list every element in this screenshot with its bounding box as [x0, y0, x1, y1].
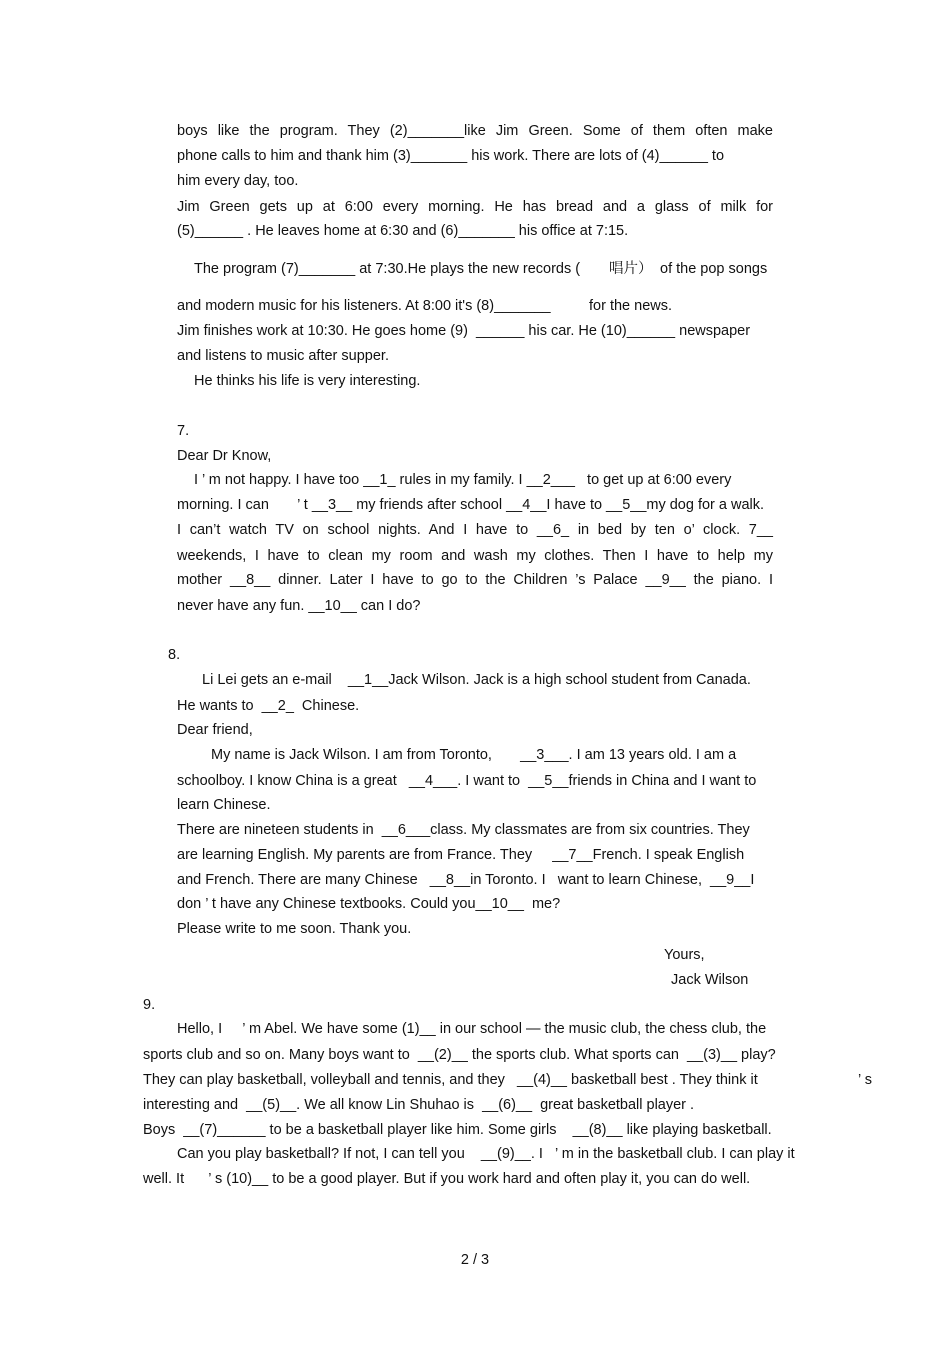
text-line: The program (7)_______ at 7:30.He plays the new records (: [194, 261, 581, 277]
text-line: Please write to me soon. Thank you.: [177, 921, 412, 937]
text-line: him every day, too.: [177, 173, 299, 189]
text-line: phone calls to him and thank him (3)_______ his work. There are lots of (4)______ to: [177, 148, 725, 164]
text-line: mother __8__ dinner. Later I have to go to the Children ’s Palace __9__ the piano. I: [177, 572, 773, 588]
text-line: My name is Jack Wilson. I am from Toronto, __3___. I am 13 years old. I am a: [211, 747, 737, 763]
page-number: 2 / 3: [460, 1252, 490, 1268]
text-line: weekends, I have to clean my room and wash my clothes. Then I have to help my: [177, 548, 773, 564]
text-line: I can’t watch TV on school nights. And I have to __6_ in bed by ten o’ clock. 7__: [177, 522, 773, 538]
chinese-gloss: 唱片）: [609, 261, 653, 277]
signature-name: Jack Wilson: [671, 972, 749, 988]
text-line: of the pop songs: [660, 261, 768, 277]
text-line: well. It ’ s (10)__ to be a good player. But if you work hard and often play it, you can do well.: [143, 1171, 751, 1187]
text-line: Jim Green gets up at 6:00 every morning. He has bread and a glass of milk for: [177, 199, 773, 215]
question-number: 9.: [143, 997, 156, 1013]
text-line: sports club and so on. Many boys want to __(2)__ the sports club. What sports can __(3)__ play?: [143, 1047, 776, 1063]
text-line: Dear Dr Know,: [177, 448, 272, 464]
text-line: I ’ m not happy. I have too __1_ rules in my family. I __2___ to get up at 6:00 every: [194, 472, 732, 488]
text-line: ’ s: [858, 1072, 872, 1088]
text-line: are learning English. My parents are from France. They __7__French. I speak English: [177, 847, 745, 863]
text-line: Boys __(7)______ to be a basketball player like him. Some girls __(8)__ like playing basketball.: [143, 1122, 772, 1138]
question-number: 8.: [168, 647, 181, 663]
text-line: and modern music for his listeners. At 8:00 it's (8)_______: [177, 298, 551, 314]
text-line: never have any fun. __10__ can I do?: [177, 598, 421, 614]
text-line: Can you play basketball? If not, I can tell you __(9)__. I ’ m in the basketball club. I can play it: [177, 1146, 795, 1162]
text-line: boys like the program. They (2)_______like Jim Green. Some of them often make: [177, 123, 773, 139]
text-line: learn Chinese.: [177, 797, 271, 813]
text-line: Jim finishes work at 10:30. He goes home (9) ______ his car. He (10)______ newspaper: [177, 323, 751, 339]
text-line: He wants to __2_ Chinese.: [177, 698, 360, 714]
text-line: for the news.: [589, 298, 673, 314]
closing: Yours,: [664, 947, 705, 963]
text-line: Li Lei gets an e-mail __1__Jack Wilson. Jack is a high school student from Canada.: [202, 672, 751, 688]
text-line: Hello, I ’ m Abel. We have some (1)__ in our school — the music club, the chess club, the: [177, 1021, 767, 1037]
text-line: He thinks his life is very interesting.: [194, 373, 421, 389]
text-line: schoolboy. I know China is a great __4___. I want to __5__friends in China and I want to: [177, 773, 757, 789]
question-number: 7.: [177, 423, 190, 439]
text-line: don ’ t have any Chinese textbooks. Could you__10__ me?: [177, 896, 561, 912]
text-line: and French. There are many Chinese __8__in Toronto. I want to learn Chinese, __9__I: [177, 872, 755, 888]
text-line: and listens to music after supper.: [177, 348, 389, 364]
text-line: (5)______ . He leaves home at 6:30 and (6)_______ his office at 7:15.: [177, 223, 629, 239]
text-line: Dear friend,: [177, 722, 253, 738]
text-line: There are nineteen students in __6___class. My classmates are from six countries. They: [177, 822, 750, 838]
text-line: interesting and __(5)__. We all know Lin Shuhao is __(6)__ great basketball player .: [143, 1097, 695, 1113]
text-line: morning. I can ’ t __3__ my friends after school __4__I have to __5__my dog for a walk.: [177, 497, 765, 513]
text-line: They can play basketball, volleyball and tennis, and they __(4)__ basketball best . They think it: [143, 1072, 758, 1088]
